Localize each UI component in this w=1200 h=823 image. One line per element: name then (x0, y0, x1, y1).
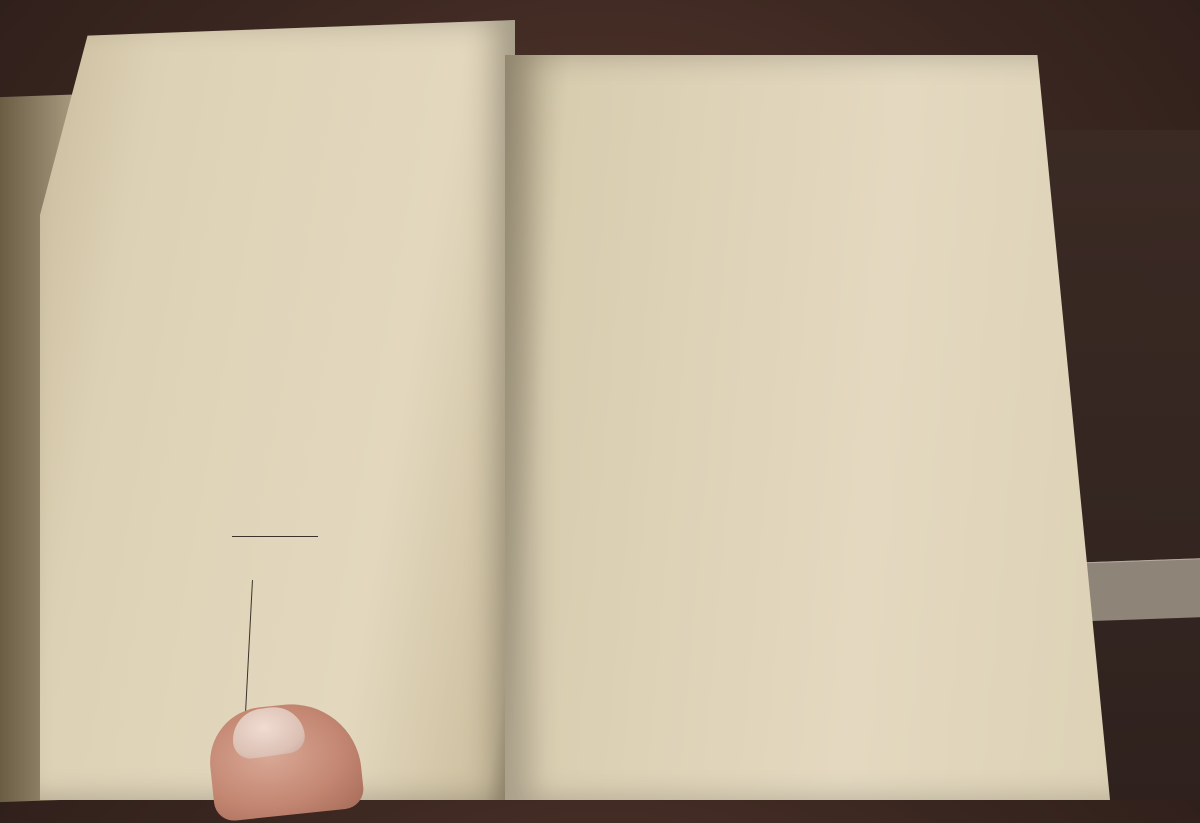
right-page (505, 55, 1110, 800)
ruler-object (1079, 558, 1200, 622)
left-page (40, 20, 515, 800)
divider-line (232, 536, 318, 537)
